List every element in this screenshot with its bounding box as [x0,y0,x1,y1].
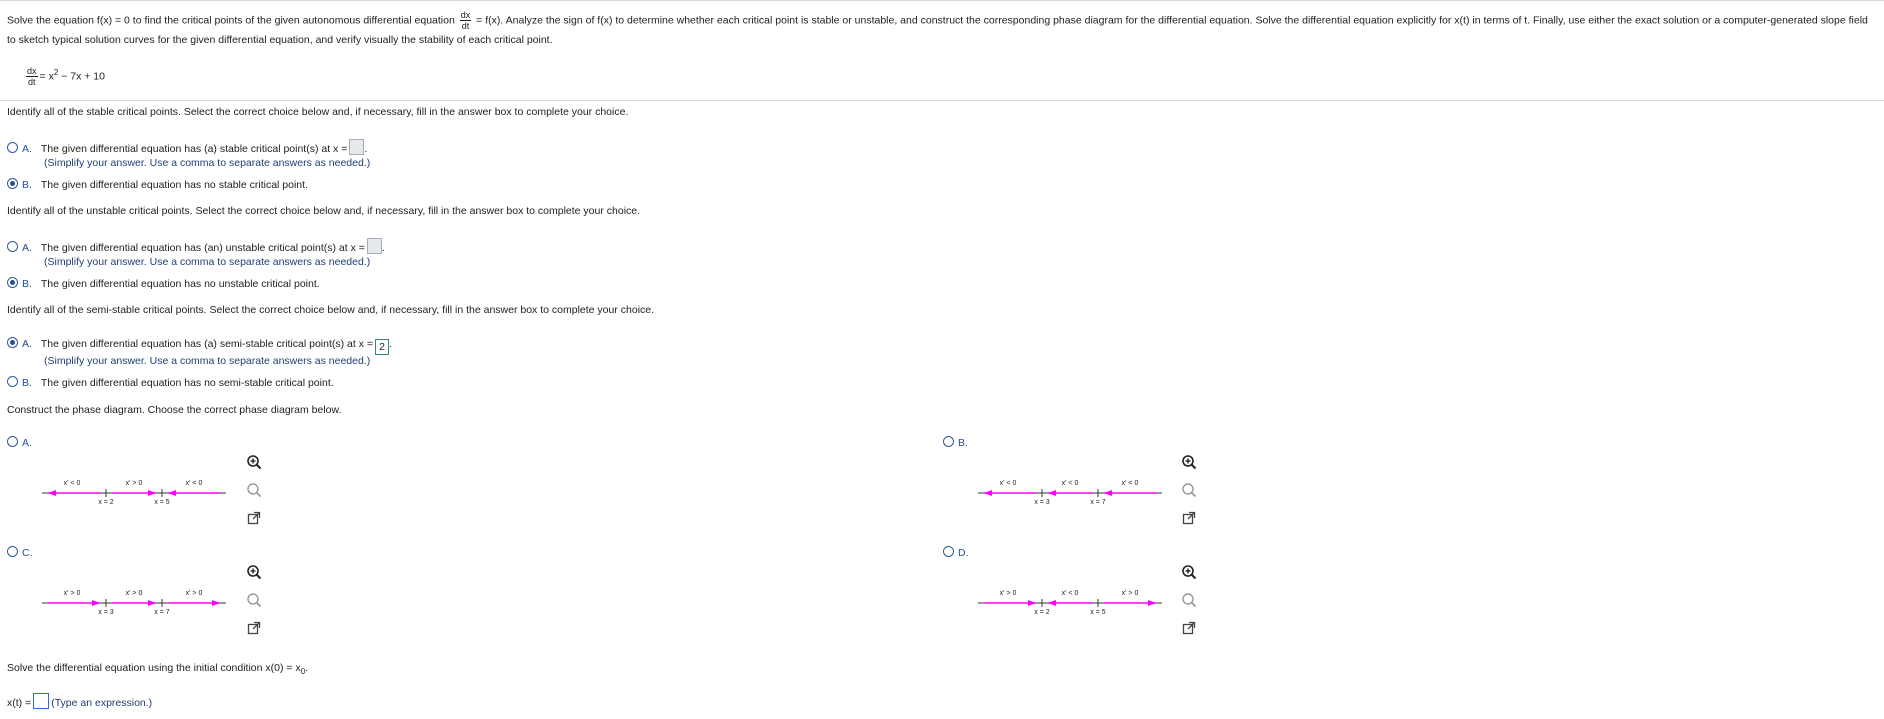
q2-letter-b: B. [22,278,32,290]
critical-point-label: x = 5 [1090,609,1106,616]
eq-rhs: − 7x + 10 [58,70,105,83]
phase-option-a-label[interactable] [7,436,32,449]
zoom-in-icon[interactable] [1181,454,1197,470]
q4-prompt: Construct the phase diagram. Choose the correct phase diagram below. [7,404,342,416]
phase-diagram-b [976,474,1176,514]
eq-fraction [26,66,38,87]
eq-lhs: = x [39,70,54,83]
phase-radio-a[interactable] [7,436,18,447]
phase-option-d-label[interactable] [943,546,969,559]
phase-diagram-a [40,474,240,514]
critical-point-label: x = 2 [1034,609,1050,616]
q1-answer-box[interactable] [349,139,364,155]
zoom-in-icon[interactable] [1181,564,1197,580]
phase-diagram-d [976,584,1176,624]
q5-answer-label: x(t) = [7,697,32,709]
flow-arrow-head [1104,490,1112,496]
frac-numerator: dx [460,10,471,20]
divider [0,100,1884,101]
q1-letter-a: A. [22,143,32,155]
q2-radio-a[interactable] [7,241,18,252]
q2-hint: (Simplify your answer. Use a comma to separate answers as needed.) [44,256,371,268]
flow-arrow-head [1148,600,1156,606]
region-label: x' > 0 [999,590,1017,597]
q2-answer-box[interactable] [367,238,382,254]
top-border [0,0,1884,1]
eq-den: dt [28,77,36,88]
critical-point-label: x = 2 [98,499,114,506]
region-label: x' > 0 [125,590,143,597]
flow-arrow-head [1048,490,1056,496]
popout-icon[interactable] [1181,620,1197,636]
frac-denominator: dt [461,21,470,31]
q5-prompt-text: Solve the differential equation using the initial condition x(0) = x [7,662,301,674]
q3-option-a[interactable]: A. The given differential equation has (a) semi-stable critical point(s) at x = 2 . [7,337,392,355]
critical-point-label: x = 3 [1034,499,1050,506]
critical-point-label: x = 3 [98,609,114,616]
dxdt-fraction [460,10,472,31]
q5-answer-box[interactable] [33,693,49,709]
popout-icon[interactable] [246,620,262,636]
q3-option-b[interactable] [7,376,334,389]
q2-text-a: The given differential equation has (an) unstable critical point(s) at x = [40,242,365,254]
problem-statement [7,10,1877,50]
q3-letter-b: B. [22,377,32,389]
zoom-in-icon[interactable] [246,454,262,470]
critical-point-label: x = 5 [154,499,170,506]
eq-exponent: 2 [53,68,59,77]
q5-prompt-end: . [305,662,309,674]
popout-icon[interactable] [246,510,262,526]
q3-text-a: The given differential equation has (a) semi-stable critical point(s) at x = [40,338,374,350]
q1-option-a[interactable]: A. The given differential equation has (a) stable critical point(s) at x = . [7,139,367,155]
zoom-out-icon[interactable] [246,482,262,498]
q2-option-a[interactable]: A. The given differential equation has (an) unstable critical point(s) at x = . [7,238,385,254]
q1-text-b: The given differential equation has no stable critical point. [40,179,308,191]
q3-text-b: The given differential equation has no semi-stable critical point. [40,377,334,389]
region-label: x' > 0 [63,590,81,597]
phase-letter-c: C. [22,547,33,559]
q5-answer-row [7,693,152,709]
region-label: x' < 0 [1121,480,1139,487]
eq-num: dx [27,66,37,77]
popout-icon[interactable] [1181,510,1197,526]
region-label: x' < 0 [63,480,81,487]
phase-option-b-label[interactable] [943,436,968,449]
critical-point-label: x = 7 [154,609,170,616]
phase-diagram-c [40,584,240,624]
q5-answer-hint: (Type an expression.) [51,697,153,709]
region-label: x' < 0 [185,480,203,487]
q3-radio-b[interactable] [7,376,18,387]
q5-prompt-sub: 0 [300,667,306,677]
q2-text-b: The given differential equation has no unstable critical point. [40,278,320,290]
flow-arrow-head [148,490,156,496]
q3-answer-box[interactable]: 2 [375,339,389,355]
phase-letter-b: B. [958,437,968,449]
q3-radio-a[interactable] [7,337,18,348]
q1-prompt: Identify all of the stable critical points. Select the correct choice below and, if necessary, fill in the answer box to complete your choice. [7,106,629,118]
flow-arrow-head [212,600,220,606]
flow-arrow-head [984,490,992,496]
q1-radio-a[interactable] [7,142,18,153]
flow-arrow-head [1048,600,1056,606]
q3-letter-a: A. [22,338,32,350]
q2-option-b[interactable] [7,277,320,290]
region-label: x' > 0 [125,480,143,487]
phase-radio-d[interactable] [943,546,954,557]
given-equation [24,66,105,87]
region-label: x' > 0 [1121,590,1139,597]
q5-prompt [7,662,308,676]
q2-radio-b[interactable] [7,277,18,288]
q1-letter-b: B. [22,179,32,191]
flow-arrow-head [92,600,100,606]
intro-part2: = f(x). Analyze the sign of f(x) to determine whether each critical point is stable or unstable, and construct the corresponding phase diagram for the differential equation. Solve the differential equation explicitly for x(t) in terms of t. Finally, use either the exact solution or a computer-generated slope field to sketch typical solution curves for the given differential equation, and verify visually the stability of each critical point. [7,14,1868,46]
region-label: x' < 0 [999,480,1017,487]
q1-text-a: The given differential equation has (a) stable critical point(s) at x = [40,143,348,155]
zoom-out-icon[interactable] [246,592,262,608]
zoom-out-icon[interactable] [1181,482,1197,498]
critical-point-label: x = 7 [1090,499,1106,506]
region-label: x' < 0 [1061,480,1079,487]
zoom-out-icon[interactable] [1181,592,1197,608]
phase-letter-a: A. [22,437,32,449]
phase-radio-b[interactable] [943,436,954,447]
q2-letter-a: A. [22,242,32,254]
q1-option-b[interactable] [7,178,308,191]
q1-hint: (Simplify your answer. Use a comma to separate answers as needed.) [44,157,371,169]
q3-hint: (Simplify your answer. Use a comma to separate answers as needed.) [44,355,371,367]
q2-prompt: Identify all of the unstable critical points. Select the correct choice below and, if necessary, fill in the answer box to complete your choice. [7,205,641,217]
phase-radio-c[interactable] [7,546,18,557]
region-label: x' < 0 [1061,590,1079,597]
phase-option-c-label[interactable] [7,546,33,559]
flow-arrow-head [1028,600,1036,606]
q3-prompt: Identify all of the semi-stable critical points. Select the correct choice below and, if necessary, fill in the answer box to complete your choice. [7,304,655,316]
phase-letter-d: D. [958,547,969,559]
intro-part1: Solve the equation f(x) = 0 to find the critical points of the given autonomous differential equation [7,14,455,27]
region-label: x' > 0 [185,590,203,597]
q1-radio-b[interactable] [7,178,18,189]
flow-arrow-head [168,490,176,496]
zoom-in-icon[interactable] [246,564,262,580]
flow-arrow-head [48,490,56,496]
flow-arrow-head [148,600,156,606]
